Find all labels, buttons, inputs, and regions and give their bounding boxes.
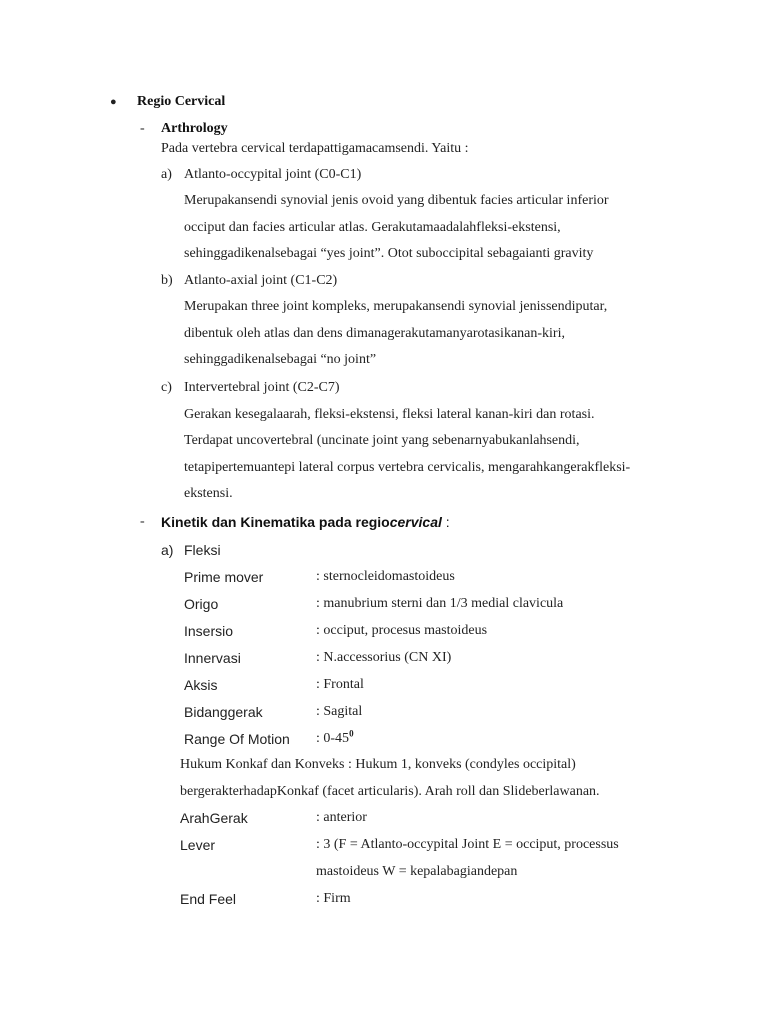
row-value: : sternocleidomastoideus [316,569,455,584]
lever-value: : 3 (F = Atlanto-occypital Joint E = occiput, processus [316,837,619,852]
row-value: : N.accessorius (CN XI) [316,650,452,665]
kinetik-heading-italic: cervical [389,514,442,530]
arah-value: : anterior [316,810,367,825]
dash-marker: - [140,514,145,529]
list-item-text: dibentuk oleh atlas dan dens dimanagerakutamanyarotasikanan-kiri, [184,326,565,341]
row-value: : occiput, procesus mastoideus [316,623,488,638]
dash-marker: - [140,121,145,136]
row-value: : 0-45 [316,731,350,746]
row-label: Insersio [184,623,234,639]
kinetik-heading [161,514,450,530]
row-value: : Sagital [316,704,363,719]
kinetik-heading-text: Kinetik dan Kinematika pada regio [161,514,390,530]
row-label: Aksis [184,677,218,693]
arthrology-heading: Arthrology [161,121,228,136]
bullet-symbol: ● [110,96,117,108]
list-item-text: tetapipertemuantepi lateral corpus vertebra cervicalis, mengarahkangerakfleksi- [184,460,631,475]
list-item-title: Intervertebral joint (C2-C7) [184,380,340,395]
lever-label: Lever [180,837,216,853]
degree-superscript: 0 [349,728,354,739]
list-item-title: Atlanto-occypital joint (C0-C1) [184,167,362,182]
arah-label: ArahGerak [180,810,248,826]
list-item-text: Terdapat uncovertebral (uncinate joint yang sebenarnyabukanlahsendi, [184,433,580,448]
endfeel-label: End Feel [180,891,237,907]
section-title: Regio Cervical [137,94,226,109]
list-marker: b) [161,273,173,288]
row-label: Prime mover [184,569,264,585]
row-label: Range Of Motion [184,731,290,747]
row-label: Origo [184,596,219,612]
row-value: : Frontal [316,677,364,692]
hukum-text: bergerakterhadapKonkaf (facet articularis). Arah roll dan Slideberlawanan. [180,784,600,799]
list-item-text: Merupakansendi synovial jenis ovoid yang dibentuk facies articular inferior [184,193,609,208]
list-item-text: sehinggadikenalsebagai “no joint” [184,352,377,367]
list-marker: a) [161,167,172,182]
list-item-text: occiput dan facies articular atlas. Gerakutamaadalahfleksi-ekstensi, [184,220,561,235]
row-value: : manubrium sterni dan 1/3 medial clavicula [316,596,564,611]
list-item-text: Merupakan three joint kompleks, merupakansendi synovial jenissendiputar, [184,299,608,314]
fleksi-title: Fleksi [184,542,221,558]
arthrology-intro: Pada vertebra cervical terdapattigamacamsendi. Yaitu : [161,141,469,156]
list-item-text: Gerakan kesegalaarah, fleksi-ekstensi, fleksi lateral kanan-kiri dan rotasi. [184,407,595,422]
list-item-title: Atlanto-axial joint (C1-C2) [184,273,338,288]
row-label: Innervasi [184,650,241,666]
lever-value-continued: mastoideus W = kepalabagiandepan [316,864,518,879]
list-marker: c) [161,380,172,395]
list-item-text: sehinggadikenalsebagai “yes joint”. Otot suboccipital sebagaianti gravity [184,246,594,261]
hukum-text: Hukum Konkaf dan Konveks : Hukum 1, konveks (condyles occipital) [180,757,576,772]
list-item-text: ekstensi. [184,486,233,501]
endfeel-value: : Firm [316,891,351,906]
kinetik-heading-colon: : [441,514,450,530]
rom-value [316,728,354,747]
list-marker: a) [161,542,174,558]
row-label: Bidanggerak [184,704,263,720]
